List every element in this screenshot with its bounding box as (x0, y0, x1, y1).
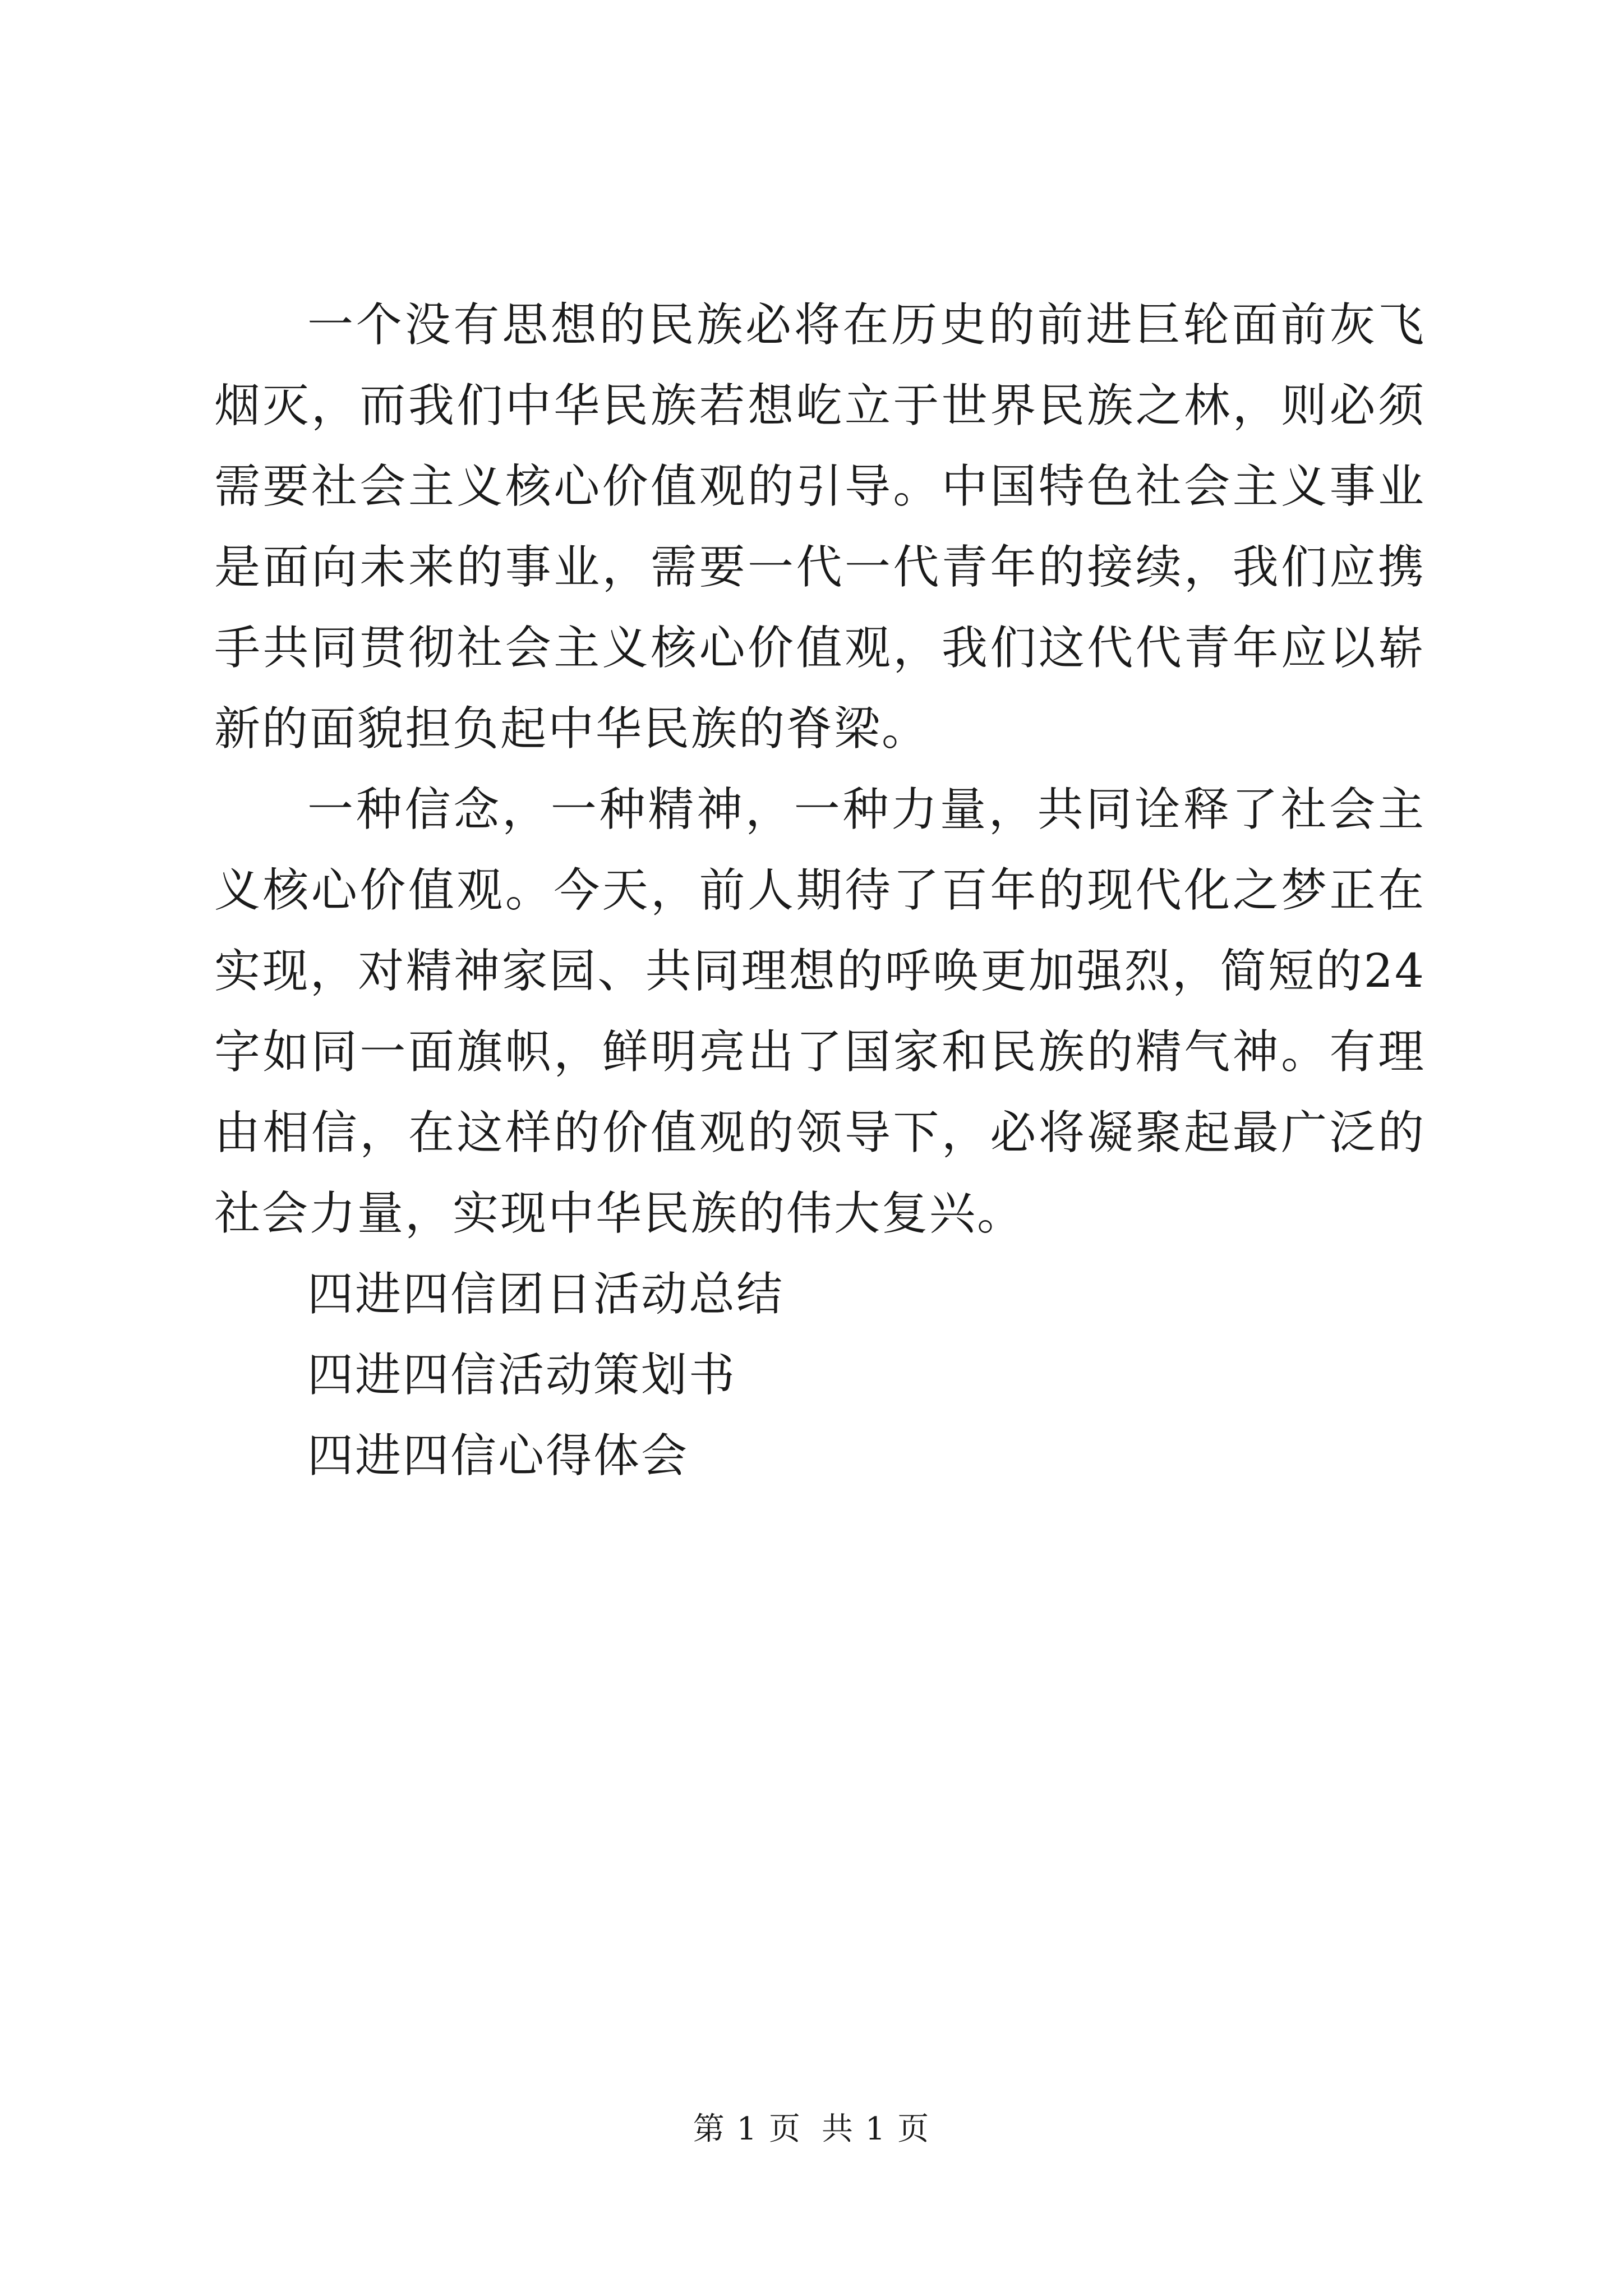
page-footer (0, 2107, 1623, 2152)
paragraph: 一种信念，一种精神，一种力量，共同诠释了社会主义核心价值观。今天，前人期待了百年的现代化之梦正在实现，对精神家园、共同理想的呼唤更加强烈，简短的24字如同一面旗帜，鲜明亮出了国家和民族的精气神。有理由相信，在这样的价值观的领导下，必将凝聚起最广泛的社会力量，实现中华民族的伟大复兴。 (214, 783, 1426, 1240)
page-number-current: 第 1 页 (693, 2111, 801, 2147)
related-link[interactable]: 四进四信心得体会 (307, 1429, 689, 1483)
page-number-total: 共 1 页 (822, 2111, 930, 2147)
related-links-list (214, 1254, 1426, 1497)
related-link[interactable]: 四进四信团日活动总结 (307, 1268, 785, 1321)
document-body (214, 285, 1426, 1497)
paragraph: 一个没有思想的民族必将在历史的前进巨轮面前灰飞烟灭，而我们中华民族若想屹立于世界民族之林，则必须需要社会主义核心价值观的引导。中国特色社会主义事业是面向未来的事业，需要一代一代青年的接续，我们应携手共同贯彻社会主义核心价值观，我们这代代青年应以崭新的面貌担负起中华民族的脊梁。 (214, 298, 1426, 756)
related-link[interactable]: 四进四信活动策划书 (307, 1349, 737, 1402)
